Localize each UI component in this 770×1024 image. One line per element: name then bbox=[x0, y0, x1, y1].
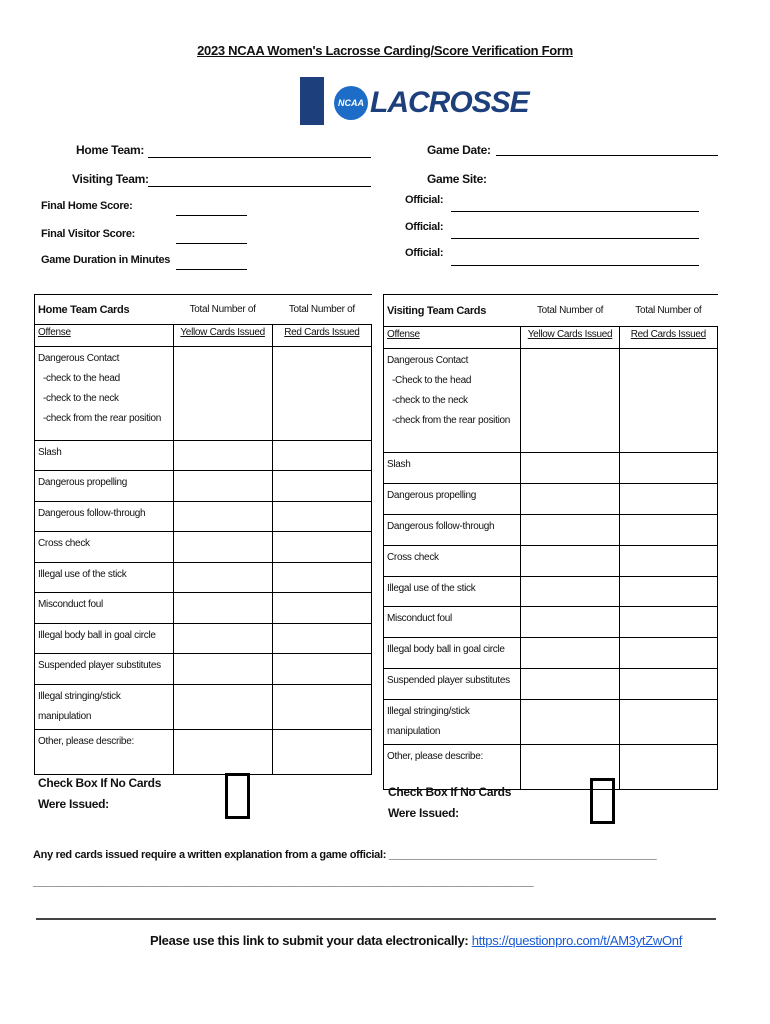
home-red-count-cell[interactable] bbox=[272, 563, 371, 593]
visit-offense-text: Illegal use of the stick bbox=[387, 583, 476, 594]
visit-offense-text: -check from the rear position bbox=[392, 415, 511, 426]
visit-yellow-count-cell[interactable] bbox=[521, 669, 619, 700]
visit-offense-text: Other, please describe: bbox=[387, 751, 483, 762]
final-visitor-score-label: Final Visitor Score: bbox=[41, 228, 136, 240]
red-card-explanation-line[interactable]: ______________________________________________________________________________________ bbox=[33, 876, 534, 888]
home-offense-cell bbox=[35, 502, 174, 532]
home-row bbox=[35, 471, 372, 502]
home-offense-header: Offense bbox=[35, 325, 174, 347]
home-offense-cell bbox=[35, 685, 174, 730]
home-row bbox=[35, 502, 372, 532]
home-red-count-cell[interactable] bbox=[272, 471, 371, 502]
visit-table-title: Visiting Team Cards bbox=[384, 295, 521, 327]
home-yellow-count-cell[interactable] bbox=[173, 730, 272, 775]
visit-offense-text: Cross check bbox=[387, 552, 439, 563]
official-label-2: Official: bbox=[405, 221, 444, 233]
home-no-cards-checkbox[interactable] bbox=[225, 773, 250, 819]
home-red-count-cell[interactable] bbox=[272, 441, 371, 471]
visit-offense-cell bbox=[384, 607, 521, 638]
home-offense-cell bbox=[35, 730, 174, 775]
visit-red-count-cell[interactable] bbox=[619, 607, 717, 638]
home-offense-cell bbox=[35, 563, 174, 593]
home-offense-text: -check to the head bbox=[43, 373, 120, 384]
official-field-2[interactable] bbox=[451, 238, 699, 239]
visit-offense-text: Illegal stringing/stick manipulation bbox=[387, 706, 470, 737]
visit-offense-cell bbox=[384, 515, 521, 546]
visit-row bbox=[384, 607, 718, 638]
home-offense-text: Illegal stringing/stick manipulation bbox=[38, 691, 121, 722]
visit-offense-text: -check to the neck bbox=[392, 395, 468, 406]
visit-offense-cell bbox=[384, 484, 521, 515]
form-title: 2023 NCAA Women's Lacrosse Carding/Score Verification Form bbox=[197, 43, 573, 58]
home-red-count-cell[interactable] bbox=[272, 593, 371, 624]
visit-offense-text: Misconduct foul bbox=[387, 613, 452, 624]
visit-red-count-cell[interactable] bbox=[619, 700, 717, 745]
visit-row bbox=[384, 669, 718, 700]
visit-red-count-cell[interactable] bbox=[619, 577, 717, 607]
home-no-cards-line1: Check Box If No Cards bbox=[38, 776, 162, 790]
visit-offense-cell bbox=[384, 546, 521, 577]
home-yellow-count-cell[interactable] bbox=[173, 563, 272, 593]
visit-offense-text: Dangerous propelling bbox=[387, 490, 477, 501]
official-field-1[interactable] bbox=[451, 211, 699, 212]
visit-offense-header: Offense bbox=[384, 327, 521, 349]
visit-yellow-count-cell[interactable] bbox=[521, 607, 619, 638]
home-offense-cell bbox=[35, 593, 174, 624]
home-red-count-cell[interactable] bbox=[272, 347, 371, 441]
home-row bbox=[35, 593, 372, 624]
home-red-count-cell[interactable] bbox=[272, 502, 371, 532]
home-offense-cell bbox=[35, 532, 174, 563]
visit-row bbox=[384, 700, 718, 745]
home-yellow-header: Yellow Cards Issued bbox=[173, 325, 272, 347]
visit-red-count-cell[interactable] bbox=[619, 546, 717, 577]
home-yellow-count-cell[interactable] bbox=[173, 347, 272, 441]
visiting-team-field[interactable] bbox=[148, 186, 371, 187]
visit-row bbox=[384, 515, 718, 546]
visit-row bbox=[384, 349, 718, 453]
visit-yellow-count-cell[interactable] bbox=[521, 577, 619, 607]
visit-red-count-cell[interactable] bbox=[619, 453, 717, 484]
home-offense-text: Dangerous propelling bbox=[38, 477, 128, 488]
home-row bbox=[35, 441, 372, 471]
home-offense-text: Other, please describe: bbox=[38, 736, 134, 747]
home-offense-cell bbox=[35, 654, 174, 685]
home-row bbox=[35, 654, 372, 685]
home-yellow-count-cell[interactable] bbox=[173, 502, 272, 532]
visiting-team-label: Visiting Team: bbox=[72, 172, 149, 186]
home-yellow-count-cell[interactable] bbox=[173, 593, 272, 624]
official-label-3: Official: bbox=[405, 247, 444, 259]
home-offense-text: Suspended player substitutes bbox=[38, 660, 161, 671]
ncaa-lacrosse-badge-logo bbox=[300, 77, 324, 125]
visit-red-count-cell[interactable] bbox=[619, 638, 717, 669]
home-yellow-count-cell[interactable] bbox=[173, 685, 272, 730]
visit-red-count-cell[interactable] bbox=[619, 669, 717, 700]
home-team-field[interactable] bbox=[148, 157, 371, 158]
home-yellow-count-cell[interactable] bbox=[173, 654, 272, 685]
visit-red-header: Red Cards Issued bbox=[619, 327, 717, 349]
home-row bbox=[35, 347, 372, 441]
visit-no-cards-label bbox=[388, 782, 511, 824]
submit-text: Please use this link to submit your data electronically: bbox=[150, 933, 472, 948]
home-offense-text: Illegal body ball in goal circle bbox=[38, 630, 156, 641]
home-red-header: Red Cards Issued bbox=[272, 325, 371, 347]
home-offense-cell bbox=[35, 624, 174, 654]
visit-offense-cell bbox=[384, 577, 521, 607]
visit-yellow-count-cell[interactable] bbox=[521, 700, 619, 745]
home-team-cards-table bbox=[34, 294, 372, 775]
ncaa-circle-logo: NCAA bbox=[334, 86, 368, 120]
home-yellow-count-cell[interactable] bbox=[173, 532, 272, 563]
final-home-score-field[interactable] bbox=[176, 215, 247, 216]
game-duration-field[interactable] bbox=[176, 269, 247, 270]
home-row bbox=[35, 563, 372, 593]
visit-offense-text: Illegal body ball in goal circle bbox=[387, 644, 505, 655]
home-row bbox=[35, 624, 372, 654]
visit-row bbox=[384, 638, 718, 669]
visit-no-cards-line2: Were Issued: bbox=[388, 806, 459, 820]
visit-offense-text: Suspended player substitutes bbox=[387, 675, 510, 686]
home-row bbox=[35, 532, 372, 563]
home-red-count-cell[interactable] bbox=[272, 624, 371, 654]
home-red-count-cell[interactable] bbox=[272, 654, 371, 685]
home-offense-text: Misconduct foul bbox=[38, 599, 103, 610]
home-offense-text: Illegal use of the stick bbox=[38, 569, 127, 580]
visit-yellow-count-cell[interactable] bbox=[521, 515, 619, 546]
visit-offense-text: Dangerous follow-through bbox=[387, 521, 495, 532]
home-yellow-header-top: Total Number of bbox=[173, 295, 272, 325]
visit-red-count-cell[interactable] bbox=[619, 484, 717, 515]
visit-row bbox=[384, 577, 718, 607]
visit-offense-cell bbox=[384, 349, 521, 453]
home-offense-text: Slash bbox=[38, 447, 62, 458]
home-offense-cell bbox=[35, 441, 174, 471]
home-offense-text: Dangerous follow-through bbox=[38, 508, 146, 519]
visit-row bbox=[384, 546, 718, 577]
visit-red-count-cell[interactable] bbox=[619, 745, 717, 790]
home-red-header-top: Total Number of bbox=[272, 295, 371, 325]
home-team-label: Home Team: bbox=[76, 143, 145, 157]
visit-offense-cell bbox=[384, 638, 521, 669]
visit-offense-cell bbox=[384, 669, 521, 700]
visit-yellow-count-cell[interactable] bbox=[521, 638, 619, 669]
visit-yellow-count-cell[interactable] bbox=[521, 453, 619, 484]
lacrosse-wordmark-logo: LACROSSE bbox=[370, 86, 529, 119]
home-offense-text: -check from the rear position bbox=[43, 413, 162, 424]
home-no-cards-label bbox=[38, 773, 161, 815]
home-offense-text: -check to the neck bbox=[43, 393, 119, 404]
visit-offense-cell bbox=[384, 700, 521, 745]
visit-yellow-count-cell[interactable] bbox=[521, 546, 619, 577]
visit-yellow-header: Yellow Cards Issued bbox=[521, 327, 619, 349]
game-site-label: Game Site: bbox=[427, 172, 487, 186]
visit-red-count-cell[interactable] bbox=[619, 515, 717, 546]
visit-red-count-cell[interactable] bbox=[619, 349, 717, 453]
visiting-team-cards-table bbox=[383, 294, 718, 790]
submit-link[interactable]: https://questionpro.com/t/AM3ytZwOnf bbox=[471, 933, 683, 948]
visit-no-cards-line1: Check Box If No Cards bbox=[388, 785, 512, 799]
visit-yellow-count-cell[interactable] bbox=[521, 349, 619, 453]
visit-yellow-header-top: Total Number of bbox=[521, 295, 619, 327]
visit-offense-text: Slash bbox=[387, 459, 411, 470]
visit-row bbox=[384, 453, 718, 484]
home-row bbox=[35, 730, 372, 775]
home-offense-cell bbox=[35, 347, 174, 441]
game-duration-label: Game Duration in Minutes bbox=[41, 254, 171, 266]
official-field-3[interactable] bbox=[451, 265, 699, 266]
game-date-field[interactable] bbox=[496, 155, 718, 156]
visit-no-cards-checkbox[interactable] bbox=[590, 778, 615, 824]
home-red-count-cell[interactable] bbox=[272, 532, 371, 563]
submit-link-line bbox=[150, 933, 682, 948]
visit-row bbox=[384, 484, 718, 515]
home-offense-text: Dangerous Contact bbox=[38, 353, 120, 364]
final-visitor-score-field[interactable] bbox=[176, 243, 247, 244]
official-label-1: Official: bbox=[405, 194, 444, 206]
home-yellow-count-cell[interactable] bbox=[173, 441, 272, 471]
home-yellow-count-cell[interactable] bbox=[173, 624, 272, 654]
home-offense-text: Cross check bbox=[38, 538, 90, 549]
home-no-cards-line2: Were Issued: bbox=[38, 797, 109, 811]
home-table-title: Home Team Cards bbox=[35, 295, 174, 325]
visit-yellow-count-cell[interactable] bbox=[521, 484, 619, 515]
game-date-label: Game Date: bbox=[427, 143, 491, 157]
visit-offense-cell bbox=[384, 453, 521, 484]
visit-offense-text: Dangerous Contact bbox=[387, 355, 469, 366]
home-offense-cell bbox=[35, 471, 174, 502]
divider bbox=[36, 918, 716, 920]
home-yellow-count-cell[interactable] bbox=[173, 471, 272, 502]
visit-offense-text: -Check to the head bbox=[392, 375, 472, 386]
home-red-count-cell[interactable] bbox=[272, 730, 371, 775]
final-home-score-label: Final Home Score: bbox=[41, 200, 133, 212]
home-row bbox=[35, 685, 372, 730]
home-red-count-cell[interactable] bbox=[272, 685, 371, 730]
visit-red-header-top: Total Number of bbox=[619, 295, 717, 327]
red-card-explanation-note[interactable]: Any red cards issued require a written explanation from a game official: ______________________________________________ bbox=[33, 849, 657, 861]
